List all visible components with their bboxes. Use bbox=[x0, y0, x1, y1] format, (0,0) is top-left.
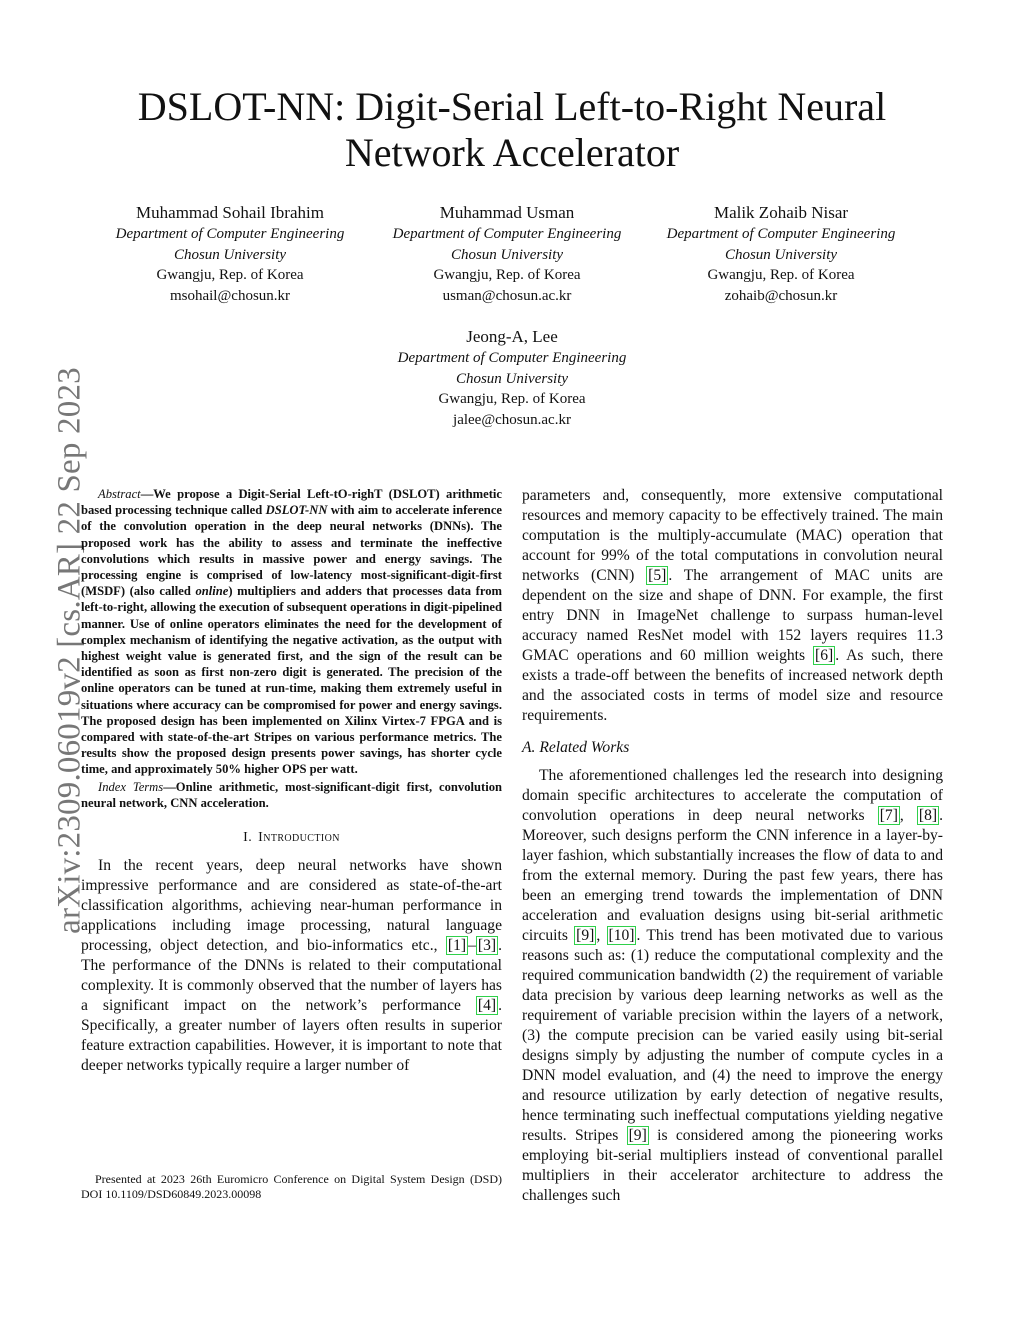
author-univ: Chosun University bbox=[455, 370, 569, 387]
author-location: Gwangju, Rep. of Korea bbox=[156, 267, 304, 284]
section-heading: I. Introduction bbox=[243, 830, 340, 846]
subsection-heading: A. Related Works bbox=[522, 739, 630, 756]
author-name: Malik Zohaib Nisar bbox=[713, 203, 849, 222]
citation-link[interactable]: [4] bbox=[477, 997, 497, 1015]
author-location: Gwangju, Rep. of Korea bbox=[438, 391, 586, 408]
title-line-2: Network Accelerator bbox=[344, 130, 680, 175]
author-univ: Chosun University bbox=[450, 246, 564, 263]
author-email: msohail@chosun.kr bbox=[169, 287, 291, 304]
footnote: Presented at 2023 26th Euromicro Conference on Digital System Design (DSD) DOI 10.1109/DSD60849.2023.00098 bbox=[81, 1172, 502, 1201]
author-email: usman@chosun.ac.kr bbox=[442, 287, 572, 304]
arxiv-identifier: arXiv:2309.06019v2 [cs.AR] 22 Sep 2023 bbox=[51, 367, 88, 934]
author-univ: Chosun University bbox=[724, 246, 838, 263]
index-terms: Index Terms—Online arithmetic, most-significant-digit first, convolution neural network, CNN acceleration. bbox=[81, 779, 503, 810]
author-location: Gwangju, Rep. of Korea bbox=[433, 267, 581, 284]
author-name: Muhammad Sohail Ibrahim bbox=[136, 203, 324, 222]
related-works-paragraph: The aforementioned challenges led the research into designing domain specific architectures to accelerate the computation of convolution operations in deep neural networks [7] , [8] . Moreover, such designs perform the CNN inference in a layer-by-layer fashion, which substantially increases the flow of data to and from the external memory. During the past few years, there has been an emerging trend towards the implementation of DNN acceleration and evaluation designs using bit-serial arithmetic circuits [9] , [10] . This trend has been motivated due to various reasons such as: (1) reduce the computational complexity and the required communication bandwidth (2) the requirement of variable data precision by various deep learning networks as well as the requirement of variable precision within the layers of a network, (3) the compute precision can be varied easily using bit-serial designs simply by adjusting the number of compute cycles in a DNN model evaluation, and (4) the need to improve the energy and resource utilization by early detection of negative results, hence terminating such ineffectual computations yielding negative results. Stripes [9] is considered among the pioneering works employing bit-serial multipliers instead of conventional parallel multipliers in their accelerator architecture to address the challenges such bbox=[522, 767, 944, 1204]
citation-link[interactable]: [1] bbox=[447, 937, 467, 955]
author-dept: Department of Computer Engineering bbox=[392, 226, 622, 242]
author-dept: Department of Computer Engineering bbox=[397, 350, 627, 366]
left-column bbox=[81, 486, 502, 1076]
abstract: Abstract—We propose a Digit-Serial Left-tO-righT (DSLOT) arithmetic based processing technique called DSLOT-NN with aim to accelerate inference of the convolution operation in the deep neural networks (DNNs). The proposed work has the ability to assess and terminate the ineffective convolutions which results in massive power and energy savings. The processing engine is comprised of low-latency most-significant-digit-first (MSDF) (also called online) multipliers and adders that processes data from left-to-right, allowing the execution of subsequent operations in digit-pipelined manner. Use of online operators eliminates the need for the development of complex mechanism of identifying the negative activation, as the output with highest weight value is generated first, and the sign of the result can be identified as soon as first non-zero digit is generated. The precision of the online operators can be tuned at run-time, making them extremely useful in situations where accuracy can be compromised for power and energy savings. The proposed design has been implemented on Xilinx Virtex-7 FPGA and is compared with state-of-the-art Stripes on various performance metrics. The results show the proposed design presents power savings, has shorter cycle time, and approximately 50% higher OPS per watt. bbox=[81, 487, 502, 777]
author-name: Jeong-A, Lee bbox=[466, 327, 558, 346]
author-univ: Chosun University bbox=[173, 246, 287, 263]
title-line-1: DSLOT-NN: Digit-Serial Left-to-Right Neural bbox=[137, 84, 887, 129]
author-block-1 bbox=[85, 202, 375, 306]
paper-title bbox=[90, 84, 934, 176]
author-email: jalee@chosun.ac.kr bbox=[453, 411, 571, 428]
author-block-2 bbox=[362, 202, 652, 306]
citation-link[interactable]: [5] bbox=[648, 567, 667, 584]
online-term: online bbox=[195, 584, 229, 599]
intro-paragraph-cont: parameters and, consequently, more extensive computational resources and memory capacity to be effectively trained. The main computation is the multiply-accumulate (MAC) operation that account for 99% of the total computations in convolution neural networks (CNN) [5] . The arrangement of MAC units are dependent on the size and shape of DNN. For example, the first entry DNN in ImageNet challenge to surpass human-level accuracy named ResNet model with 152 layers requires 11.3 GMAC operations and 60 million weights [6] . As such, there exists a trade-off between the benefits of increased network depth and the associated costs in terms of model size and resource requirements. bbox=[522, 487, 943, 724]
citation-link[interactable]: [6] bbox=[815, 647, 834, 664]
right-column bbox=[522, 486, 943, 1206]
author-dept: Department of Computer Engineering bbox=[666, 226, 896, 242]
dslot-nn-name: DSLOT-NN bbox=[265, 503, 328, 518]
author-location: Gwangju, Rep. of Korea bbox=[707, 267, 855, 284]
abstract-label: Abstract bbox=[98, 487, 141, 501]
citation-link[interactable]: [10] bbox=[608, 927, 635, 944]
citation-link[interactable]: [9] bbox=[628, 1127, 647, 1144]
author-name: Muhammad Usman bbox=[439, 203, 575, 222]
citation-link[interactable]: [9] bbox=[576, 927, 595, 944]
citation-link[interactable]: [8] bbox=[918, 807, 938, 824]
author-dept: Department of Computer Engineering bbox=[115, 226, 345, 242]
author-email: zohaib@chosun.kr bbox=[724, 287, 838, 304]
citation-link[interactable]: [3] bbox=[477, 937, 497, 955]
index-terms-label: Index Terms bbox=[98, 779, 164, 794]
author-block-4 bbox=[367, 326, 657, 430]
citation-link[interactable]: [7] bbox=[879, 807, 898, 824]
author-block-3 bbox=[636, 202, 926, 306]
intro-paragraph: In the recent years, deep neural networks have shown impressive performance and are considered as state-of-the-art classification algorithms, achieving near-human performance in applications including image processing, natural language processing, object detection, and bio-informatics etc., [1] – [3] . The performance of the DNNs is related to their computational complexity. It is commonly observed that the number of layers has a significant impact on the network’s performance [4] . Specifically, a greater number of layers often results in superior feature extraction capabilities. However, it is important to note that deeper networks typically require a larger number of bbox=[81, 857, 502, 1075]
